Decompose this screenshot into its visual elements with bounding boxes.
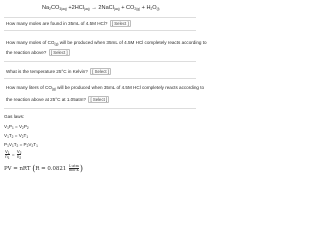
q3-select[interactable]: [ Select ] [90, 68, 111, 75]
q1-select[interactable]: [ Select ] [110, 20, 131, 27]
gas-laws-title: Gas laws: [4, 114, 25, 119]
ideal-gas-law: PV = nRT (R = 0.0821 $\frac{\text{L·atm}}{\text{mol·K}}$ ) [4, 163, 84, 173]
fraction-v1-n1: $\frac{V_1}{n_1}$ [5, 149, 10, 161]
charles-law: $V_1T_2 = V_2T_1$ [4, 133, 29, 139]
combined-gas-law: $P_1V_1T_2 = P_2V_2T_1$ [4, 142, 38, 148]
question-4: How many liters of $CO_{(g)}$ will be produced when 35mL of 4.5M HCl completely reacts according to [6, 85, 205, 91]
reaction-equation: $Na_2CO_{3(aq)} +2HCl_{(aq)}$ → 2NaCl$_{(aq)}$ + $CO_{2(g)} + H_2O_{(l)}$ [42, 5, 160, 11]
divider [4, 78, 196, 79]
question-3-text: What is the temperature 25°C in Kelvin? [6, 68, 88, 74]
q4-select[interactable]: [ Select ] [88, 96, 109, 103]
divider [4, 61, 196, 62]
question-2-line2: the reaction above? [ Select ] [6, 49, 196, 56]
divider [4, 17, 196, 18]
divider [4, 108, 196, 109]
question-4-line2: the reaction above at 25°C at 1.05atm? [ Select ] [6, 96, 196, 103]
question-1-text: How many moles are found in 35mL of 4.5M HCl? [6, 20, 108, 26]
avogadro-law: $\frac{V_1}{n_1}$ = $\frac{V_2}{n_2}$ [5, 149, 22, 161]
fraction-v2-n2: $\frac{V_2}{n_2}$ [16, 149, 22, 161]
question-2: How many moles of $CO_{(g)}$ will be produced when 35mL of 4.5M HCl completely reacts according to [6, 40, 207, 46]
r-units: $\frac{\text{L·atm}}{\text{mol·K}}$ [68, 163, 79, 173]
boyle-law: $V_1P_1 = V_2P_2$ [4, 124, 29, 130]
q2-select[interactable]: [ Select ] [49, 49, 70, 56]
question-1 [6, 20, 196, 27]
question-3 [6, 68, 196, 75]
divider [4, 30, 196, 31]
